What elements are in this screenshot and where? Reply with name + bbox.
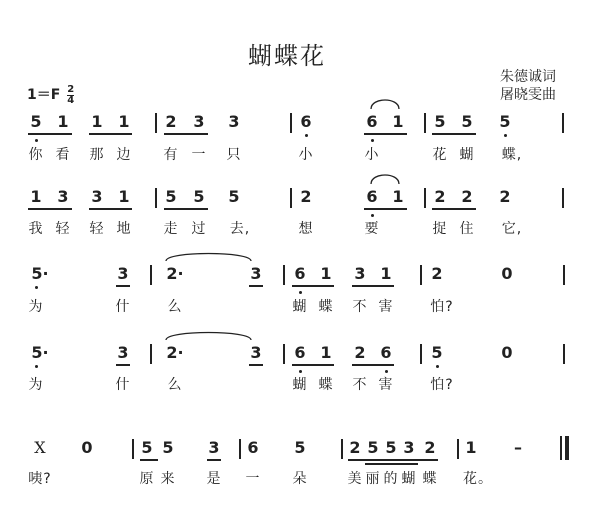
note: 0 [501, 343, 513, 362]
lyric-syllable: 花 [432, 147, 448, 163]
lyric-syllable: 走 [163, 221, 179, 237]
lyric-syllable: 要 [364, 221, 380, 237]
note: 5 [141, 438, 153, 457]
lyric-syllable: 怕? [430, 377, 454, 393]
note: 3 [228, 112, 240, 131]
note: 5 [367, 438, 379, 457]
lyric-syllable: 有 [163, 147, 179, 163]
lyric-syllable: 轻 [89, 221, 105, 237]
lyric-syllable: 是 [206, 471, 222, 487]
note: 5 [499, 112, 511, 131]
note: – [514, 438, 522, 457]
note: 2 [431, 264, 443, 283]
lyric-syllable: 边 [116, 147, 132, 163]
note: 1 [57, 112, 69, 131]
note: 1 [118, 187, 130, 206]
song-title: 蝴蝶花 [248, 42, 326, 70]
lyric-syllable: 它, [501, 221, 523, 237]
note: 5 [30, 112, 42, 131]
lyric-syllable: 想 [298, 221, 314, 237]
note: 1 [320, 343, 332, 362]
note: 3 [250, 343, 262, 362]
note: 2· [166, 343, 184, 362]
note: 1 [118, 112, 130, 131]
lyric-syllable: 蝴 [292, 377, 308, 393]
lyric-syllable: 为 [28, 377, 44, 393]
note: 5 [434, 112, 446, 131]
note: 5 [193, 187, 205, 206]
lyric-syllable: 一 [245, 471, 261, 487]
note: 3 [403, 438, 415, 457]
lyric-syllable: 什 [115, 299, 131, 315]
note: X [34, 438, 46, 457]
note: 0 [81, 438, 93, 457]
note: 2· [166, 264, 184, 283]
lyric-syllable: 么 [167, 299, 183, 315]
lyric-syllable: 什 [115, 377, 131, 393]
note: 6 [294, 264, 306, 283]
lyric-syllable: 的 [383, 471, 399, 487]
lyric-syllable: 怕? [430, 299, 454, 315]
lyric-syllable: 不 [352, 377, 368, 393]
note: 6 [300, 112, 312, 131]
note: 0 [501, 264, 513, 283]
lyric-syllable: 地 [116, 221, 132, 237]
lyric-syllable: 小 [298, 147, 314, 163]
lyric-syllable: 我 [28, 221, 44, 237]
lyric-syllable: 蝶 [318, 377, 334, 393]
lyric-syllable: 害 [378, 299, 394, 315]
note: 1 [465, 438, 477, 457]
lyric-syllable: 轻 [55, 221, 71, 237]
note: 5 [228, 187, 240, 206]
lyric-syllable: 那 [89, 147, 105, 163]
lyric-syllable: 花。 [463, 471, 493, 487]
note: 5 [431, 343, 443, 362]
lyric-syllable: 看 [55, 147, 71, 163]
lyric-syllable: 住 [459, 221, 475, 237]
slur [371, 175, 399, 184]
time-numerator: 2 [67, 83, 75, 95]
note: 2 [424, 438, 436, 457]
note: 1 [30, 187, 42, 206]
lyric-syllable: 原 [139, 471, 155, 487]
note: 3 [57, 187, 69, 206]
lyric-syllable: 咦? [28, 471, 52, 487]
note: 3 [354, 264, 366, 283]
lyric-syllable: 蝴 [401, 471, 417, 487]
composer-credit: 屠晓雯曲 [500, 87, 556, 103]
lyric-syllable: 蝴 [292, 299, 308, 315]
note: 5 [162, 438, 174, 457]
lyric-syllable: 你 [28, 147, 44, 163]
lyric-syllable: 朵 [292, 471, 308, 487]
note: 3 [117, 264, 129, 283]
note: 6 [366, 112, 378, 131]
note: 2 [499, 187, 511, 206]
lyric-syllable: 为 [28, 299, 44, 315]
slur [371, 100, 399, 109]
note: 1 [320, 264, 332, 283]
time-denominator: 4 [67, 94, 75, 106]
lyric-syllable: 害 [378, 377, 394, 393]
lyric-syllable: 蝶 [318, 299, 334, 315]
note: 5· [31, 264, 49, 283]
lyric-syllable: 来 [160, 471, 176, 487]
lyric-syllable: 只 [226, 147, 242, 163]
lyric-syllable: 捉 [432, 221, 448, 237]
lyric-syllable: 小 [364, 147, 380, 163]
note: 1 [380, 264, 392, 283]
note: 3 [208, 438, 220, 457]
lyric-syllable: 美 [347, 471, 363, 487]
note: 2 [434, 187, 446, 206]
lyric-syllable: 蝴 [459, 147, 475, 163]
note: 6 [366, 187, 378, 206]
key-label: 1＝F [27, 87, 61, 103]
lyric-syllable: 蝶 [422, 471, 438, 487]
note: 5· [31, 343, 49, 362]
slur [166, 333, 251, 341]
lyric-syllable: 丽 [365, 471, 381, 487]
note: 2 [349, 438, 361, 457]
lyric-syllable: 去, [229, 221, 251, 237]
lyric-syllable: 过 [191, 221, 207, 237]
note: 1 [392, 187, 404, 206]
lyric-syllable: 一 [191, 147, 207, 163]
lyric-syllable: 么 [167, 377, 183, 393]
note: 5 [385, 438, 397, 457]
note: 2 [354, 343, 366, 362]
note: 2 [165, 112, 177, 131]
note: 5 [294, 438, 306, 457]
note: 6 [247, 438, 259, 457]
note: 3 [91, 187, 103, 206]
note: 1 [91, 112, 103, 131]
lyric-syllable: 蝶, [501, 147, 523, 163]
slur [166, 254, 251, 262]
note: 1 [392, 112, 404, 131]
note: 2 [300, 187, 312, 206]
lyric-syllable: 不 [352, 299, 368, 315]
note: 5 [461, 112, 473, 131]
note: 3 [250, 264, 262, 283]
note: 3 [193, 112, 205, 131]
note: 5 [165, 187, 177, 206]
note: 6 [380, 343, 392, 362]
note: 2 [461, 187, 473, 206]
note: 6 [294, 343, 306, 362]
note: 3 [117, 343, 129, 362]
lyricist-credit: 朱德诚词 [500, 69, 556, 85]
